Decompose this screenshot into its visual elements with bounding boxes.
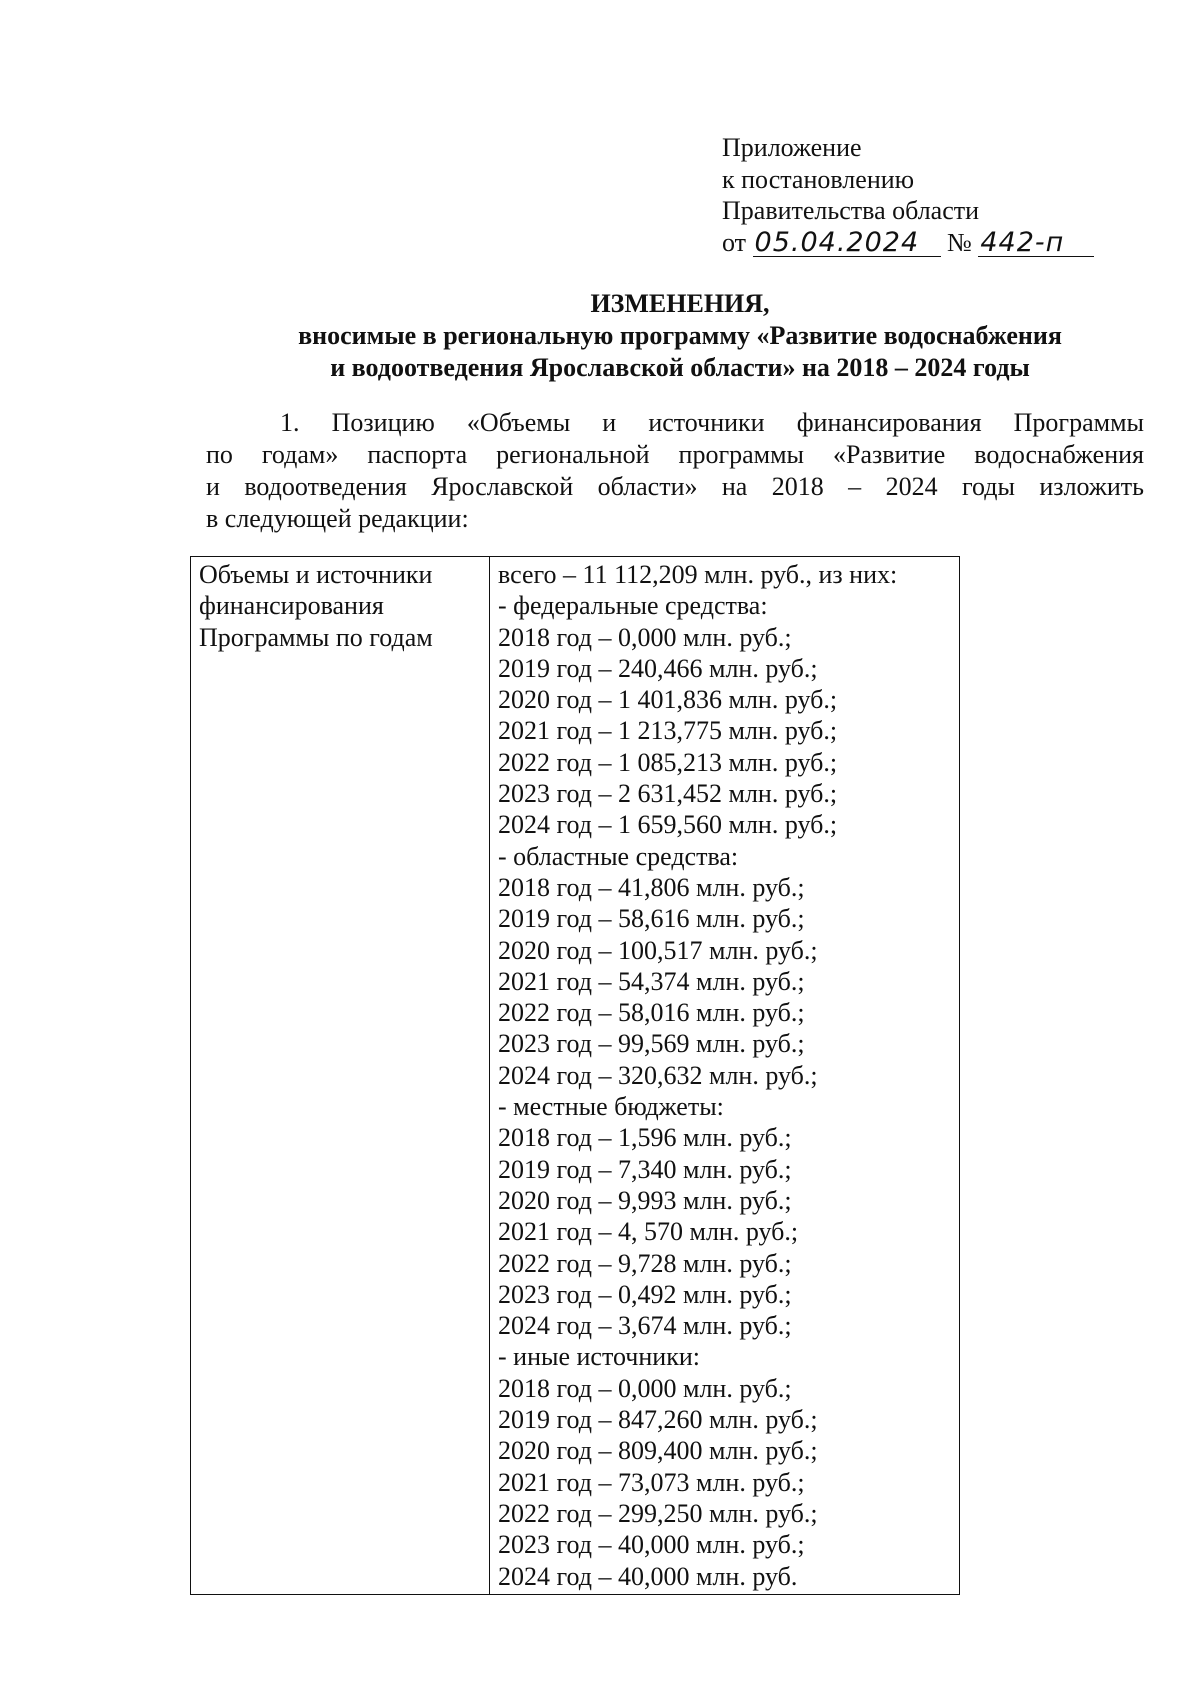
funding-table [190,556,960,1595]
funding-line: - областные средства: [498,841,739,871]
document-title [150,288,1200,384]
intro-paragraph [206,407,1144,535]
funding-line: 2021 год – 73,073 млн. руб.; [498,1467,805,1497]
appendix-title: Приложение [722,133,862,162]
funding-line: 2021 год – 1 213,775 млн. руб.; [498,716,838,746]
funding-line: - местные бюджеты: [498,1092,724,1122]
paragraph-line-4: в следующей редакции: [206,504,469,533]
appendix-line-resolution: к постановлению [722,164,915,194]
funding-line: 2018 год – 41,806 млн. руб.; [498,872,805,902]
funding-line: 2024 год – 40,000 млн. руб. [498,1561,798,1591]
funding-line: 2023 год – 40,000 млн. руб.; [498,1530,805,1560]
title-line-3: и водоотведения Ярославской области» на 2018 – 2024 годы [330,353,1030,382]
label-line: финансирования [199,591,384,621]
funding-line: - федеральные средства: [498,591,768,621]
number-label: № [947,227,972,257]
funding-line: 2021 год – 54,374 млн. руб.; [498,966,805,996]
title-heading: ИЗМЕНЕНИЯ, [590,289,770,318]
funding-line: 2024 год – 1 659,560 млн. руб.; [498,810,838,840]
funding-line: всего – 11 112,209 млн. руб., из них: [498,560,898,589]
funding-line: 2019 год – 240,466 млн. руб.; [498,653,818,683]
funding-line: - иные источники: [498,1342,700,1372]
funding-line: 2020 год – 809,400 млн. руб.; [498,1436,818,1466]
funding-line: 2021 год – 4, 570 млн. руб.; [498,1217,799,1247]
funding-line: 2022 год – 1 085,213 млн. руб.; [498,747,838,777]
funding-line: 2020 год – 100,517 млн. руб.; [498,935,818,965]
funding-line: 2022 год – 58,016 млн. руб.; [498,998,805,1028]
funding-line: 2019 год – 847,260 млн. руб.; [498,1405,818,1435]
funding-line: 2023 год – 2 631,452 млн. руб.; [498,779,838,809]
title-line-2: вносимые в региональную программу «Развитие водоснабжения [298,321,1062,350]
funding-line: 2024 год – 3,674 млн. руб.; [498,1311,792,1341]
funding-line: 2024 год – 320,632 млн. руб.; [498,1060,818,1090]
handwritten-date: 05.04.2024 [753,230,941,257]
paragraph-line-1: 1. Позицию «Объемы и источники финансирования Программы [280,408,1144,437]
funding-line: 2022 год – 9,728 млн. руб.; [498,1248,792,1278]
funding-line: 2018 год – 0,000 млн. руб.; [498,622,792,652]
table-row [191,557,960,1595]
funding-line: 2019 год – 7,340 млн. руб.; [498,1154,792,1184]
funding-line: 2023 год – 99,569 млн. руб.; [498,1029,805,1059]
appendix-date-number-line [722,227,1094,259]
table-value-cell [490,557,960,1595]
handwritten-number: 442-п [978,230,1094,257]
appendix-block [722,132,1094,258]
paragraph-line-3: и водоотведения Ярославской области» на 2018 – 2024 годы изложить [206,472,1144,501]
appendix-line-government: Правительства области [722,196,980,225]
funding-line: 2020 год – 9,993 млн. руб.; [498,1185,792,1215]
label-line: Объемы и источники [199,560,433,589]
funding-line: 2018 год – 0,000 млн. руб.; [498,1373,792,1403]
funding-line: 2019 год – 58,616 млн. руб.; [498,904,805,934]
paragraph-line-2: по годам» паспорта региональной программы «Развитие водоснабжения [206,440,1144,469]
funding-line: 2023 год – 0,492 млн. руб.; [498,1279,792,1309]
funding-line: 2022 год – 299,250 млн. руб.; [498,1498,818,1528]
funding-line: 2020 год – 1 401,836 млн. руб.; [498,685,838,715]
label-line: Программы по годам [199,622,433,652]
table-label-cell [191,557,490,1595]
funding-line: 2018 год – 1,596 млн. руб.; [498,1123,792,1153]
from-label: от [722,227,747,257]
